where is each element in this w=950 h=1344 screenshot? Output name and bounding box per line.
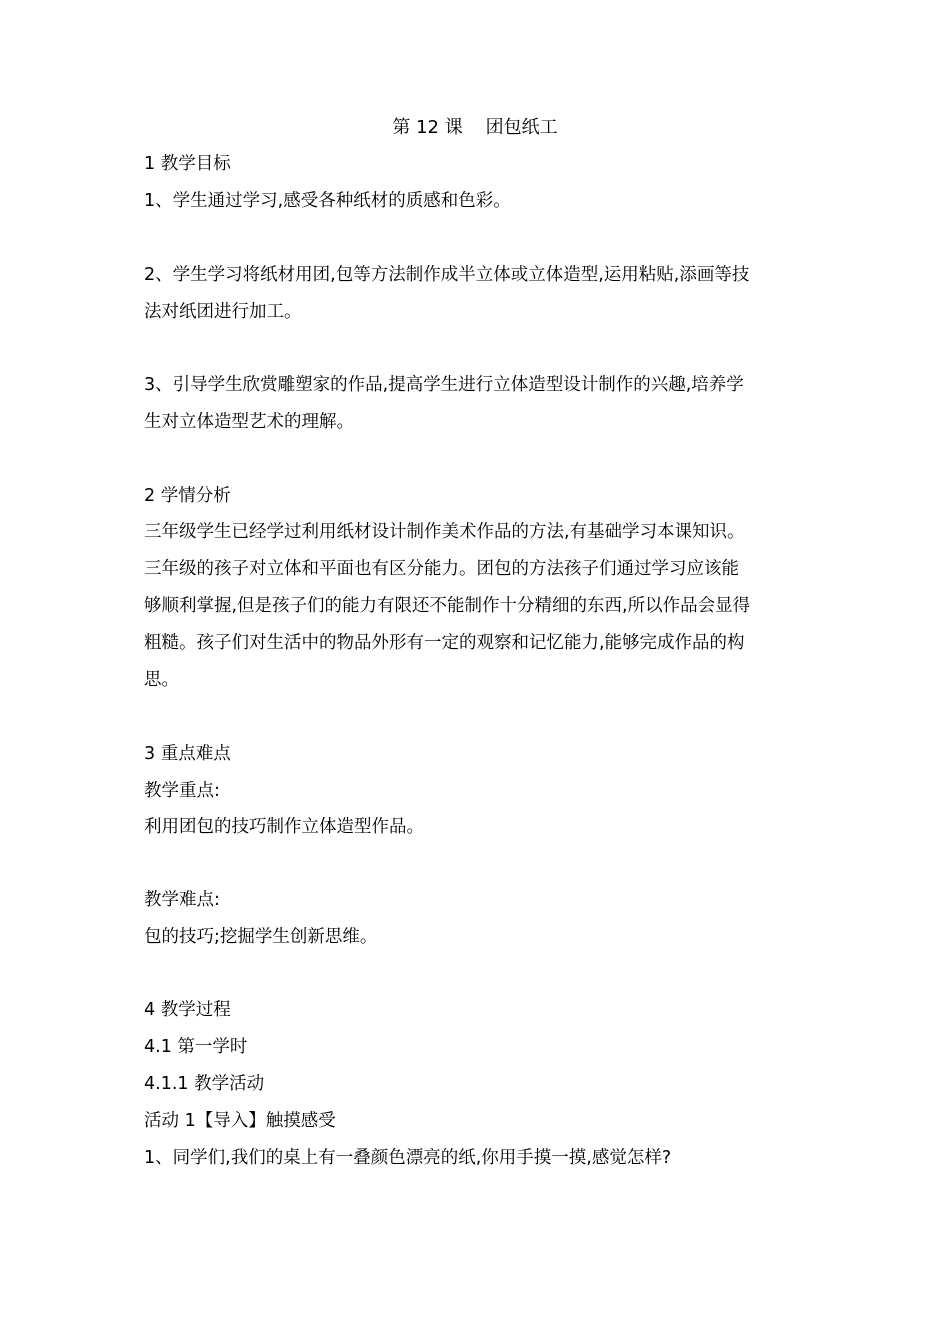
analysis-line-3: 够顺利掌握,但是孩子们的能力有限还不能制作十分精细的东西,所以作品会显得 — [144, 596, 751, 616]
analysis-line-1: 三年级学生已经学过利用纸材设计制作美术作品的方法,有基础学习本课知识。 — [144, 522, 745, 542]
difficulty-text: 包的技巧;挖掘学生创新思维。 — [144, 927, 378, 947]
section-heading-analysis: 2 学情分析 — [144, 486, 231, 506]
key-point-text: 利用团包的技巧制作立体造型作品。 — [144, 817, 424, 837]
activity-1-text: 1、同学们,我们的桌上有一叠颜色漂亮的纸,你用手摸一摸,感觉怎样? — [144, 1148, 672, 1168]
difficulty-label: 教学难点: — [144, 890, 220, 910]
section-heading-process: 4 教学过程 — [144, 1000, 231, 1020]
analysis-line-2: 三年级的孩子对立体和平面也有区分能力。团包的方法孩子们通过学习应该能 — [144, 559, 739, 579]
objective-3-line-1: 3、引导学生欣赏雕塑家的作品,提高学生进行立体造型设计制作的兴趣,培养学 — [144, 375, 744, 395]
section-heading-key-points: 3 重点难点 — [144, 744, 231, 764]
analysis-line-4: 粗糙。孩子们对生活中的物品外形有一定的观察和记忆能力,能够完成作品的构 — [144, 633, 745, 653]
objective-2-line-2: 法对纸团进行加工。 — [144, 302, 302, 322]
objective-3-line-2: 生对立体造型艺术的理解。 — [144, 412, 354, 432]
analysis-line-5: 思。 — [144, 670, 179, 690]
subheading-activities: 4.1.1 教学活动 — [144, 1074, 265, 1094]
section-heading-objectives: 1 教学目标 — [144, 154, 231, 174]
objective-2-line-1: 2、学生学习将纸材用团,包等方法制作成半立体或立体造型,运用粘贴,添画等技 — [144, 265, 750, 285]
objective-1: 1、学生通过学习,感受各种纸材的质感和色彩。 — [144, 191, 511, 211]
page-title: 第 12 课 团包纸工 — [392, 117, 558, 138]
subheading-first-period: 4.1 第一学时 — [144, 1037, 248, 1057]
activity-1-heading: 活动 1【导入】触摸感受 — [144, 1111, 336, 1131]
key-point-label: 教学重点: — [144, 781, 220, 801]
